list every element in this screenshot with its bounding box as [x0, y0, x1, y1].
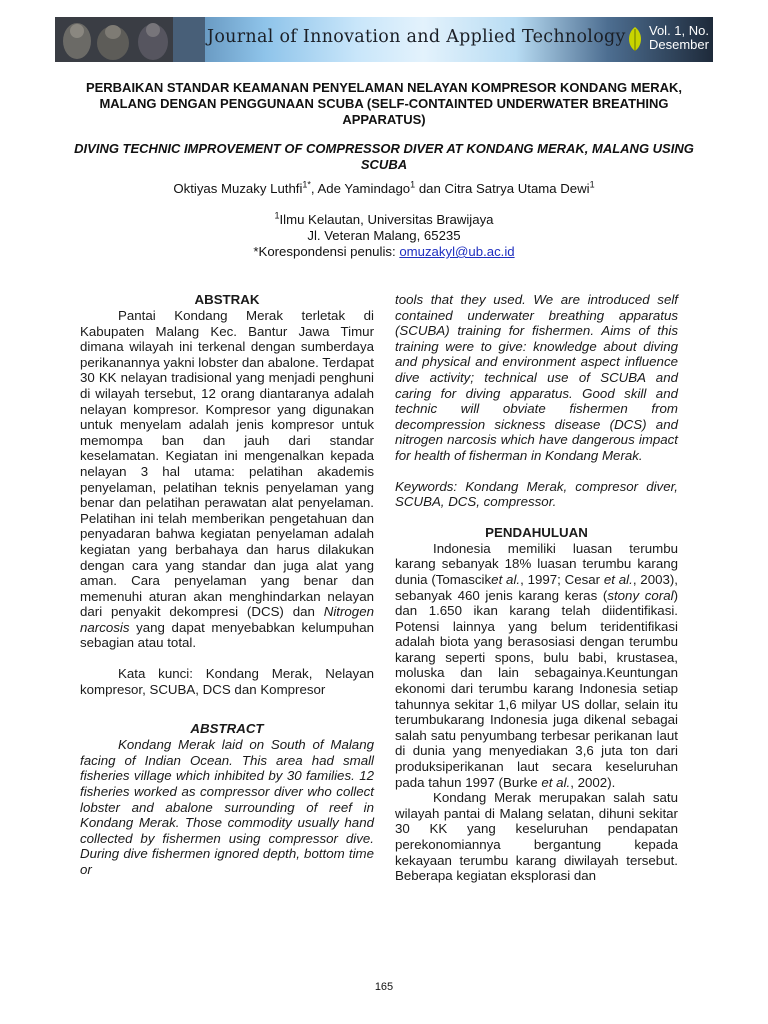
abstrak-paragraph	[80, 308, 374, 651]
pend-text-a: Indonesia memiliki luasan terumbu karang sebanyak 18% luasan terumbu karang dunia (Tomascik	[395, 540, 678, 587]
abstrak-text-1: Pantai Kondang Merak terletak di Kabupaten Malang Kec. Bantur Jawa Timur dimana wilayah ini terkenal dengan sumberdaya perikanannya yakni lobster dan abalone. Terdapat 30 KK nelayan tradisional yang menjadi penghuni di wilayah tersebut, 12 orang diantaranya adalah nelayan kompresor. Kompresor yang digunakan untuk menyelam adalah jenis kompresor untuk memompa ban dan jauh dari standar keselamatan. Kegiatan ini mengenalkan kepada nelayan 3 hal utama: pelatihan akademis penyelaman, pelatihan teknis penyelaman yang benar dan pelatihan perawatan alat penyelaman. Pelatihan ini telah memberikan pengetahuan dan penyadaran bahwa kegiatan penyelaman adalah kegiatan yang berbahaya dan harus dilakukan dengan cara yang standar dan juga alat yang aman. Cara penyelaman yang benar dan memenuhi aturan akan menghindarkan nelayan dari penyakit dekompresi (DCS) dan	[80, 308, 374, 620]
author-2: , Ade Yamindago	[310, 181, 411, 196]
issue-date: Desember 2015	[649, 37, 742, 52]
pend-text-c: , 2003), sebanyak 460 jenis karang keras (	[395, 571, 678, 603]
volume-info	[649, 24, 742, 52]
author-3: dan Citra Satrya Utama Dewi	[415, 181, 590, 196]
author-1: Oktiyas Muzaky Luthfi	[173, 181, 303, 196]
affiliation	[60, 212, 708, 260]
abstrak-italic-term: Nitrogen narcosis	[80, 604, 374, 635]
page-number: 165	[374, 981, 394, 993]
correspondence-label: *Korespondensi penulis:	[253, 244, 400, 259]
affiliation-sup: 1	[274, 210, 280, 221]
title-english: DIVING TECHNIC IMPROVEMENT OF COMPRESSOR DIVER AT KONDANG MERAK, MALANG USING SCUBA	[74, 141, 694, 172]
pend-text-d: ) dan 1.650 ikan karang telah diidentifikasi. Potensi lainnya yang belum teridentifikasi adalah biota yang berasosiasi dengan terumbu karang seperti spons, bulu babi, krustasea, moluska dan lain sebagainya.Keuntungan ekonomi dari terumbu karang Indonesia setiap tahunnya sekitar 1,6 milyar US dollar, selain itu terumbukarang Indonesia juga dikenal sebagai salah satu penyumbang terbesar perikanan laut di dunia yang menyediakan 3,6 juta ton dari produksiperikanan laut secara keseluruhan pada tahun 1997 (Burke	[395, 587, 679, 790]
relief-carving-art	[55, 17, 205, 62]
pendahuluan-heading: PENDAHULUAN	[485, 524, 588, 540]
abstract-heading: ABSTRACT	[190, 721, 264, 737]
abstract-text-right: tools that they used. We are introduced self contained underwater breathing apparatus (SCUBA) training for fishermen. Aims of this training were to give: knowledge about diving and physical and environment aspect influence dive activity; technical use of SCUBA and caring for diving apparatus. Good skill and technic will obviate fishermen from decompression sickness disease (DCS) and nitrogen narcosis which have dangerous impact for health of fisherman in Kondang Merak.	[395, 292, 678, 463]
right-column	[395, 292, 678, 884]
journal-title: Journal of Innovation and Applied Technology	[207, 27, 626, 47]
pend-text-b: , 1997; Cesar	[520, 571, 604, 587]
left-column	[80, 292, 374, 878]
author-1-sup: 1*	[302, 179, 311, 190]
affiliation-address: Jl. Veteran Malang, 65235	[307, 228, 461, 243]
abstrak-heading: ABSTRAK	[194, 292, 260, 307]
title-indonesian: PERBAIKAN STANDAR KEAMANAN PENYELAMAN NELAYAN KOMPRESOR KONDANG MERAK, MALANG DENGAN PENGGUNAAN SCUBA (SELF-CONTAINTED UNDERWATER BREATHING APPARATUS)	[85, 80, 683, 127]
leaf-icon	[625, 25, 645, 53]
pend-text-e: , 2002).	[570, 774, 616, 790]
kata-kunci: Kata kunci: Kondang Merak, Nelayan kompresor, SCUBA, DCS dan Kompresor	[80, 666, 374, 697]
pendahuluan-paragraph-1	[395, 541, 678, 791]
pend-stony-coral: stony coral	[607, 587, 674, 603]
volume-number: Vol. 1, No. 2	[649, 23, 720, 38]
author-2-sup: 1	[410, 179, 416, 190]
pend-etal-1: et al.	[491, 571, 521, 587]
correspondence-email-link[interactable]: omuzakyl@ub.ac.id	[399, 244, 515, 259]
affiliation-institution: Ilmu Kelautan, Universitas Brawijaya	[279, 212, 494, 227]
pend-etal-3: et al.	[541, 774, 571, 790]
keywords: Keywords: Kondang Merak, compresor diver, SCUBA, DCS, compressor.	[395, 478, 678, 510]
abstrak-text-2: yang dapat menyebabkan kelumpuhan sebagian atau total.	[80, 619, 374, 651]
author-list	[60, 181, 708, 197]
abstract-text-left: Kondang Merak laid on South of Malang facing of Indian Ocean. This area had small fisheries village which inhibited by 30 families. 12 fisheries worked as compressor diver who collect lobster and abalone surrounding of reef in Kondang Merak. Those commodity usually hand collected by fishermen using compressor dive. During dive fishermen ignored depth, bottom time or	[80, 737, 374, 877]
pend-etal-2: et al.	[603, 571, 633, 587]
journal-banner	[55, 17, 742, 62]
pendahuluan-paragraph-2: Kondang Merak merupakan salah satu wilayah pantai di Malang selatan, dihuni sekitar 30 KK yang keseluruhan pendapatan perekonomiannya bergantung kepada kekayaan terumbu karang diwilayah tersebut. Beberapa kegiatan eksplorasi dan	[395, 790, 678, 884]
author-3-sup: 1	[589, 179, 595, 190]
